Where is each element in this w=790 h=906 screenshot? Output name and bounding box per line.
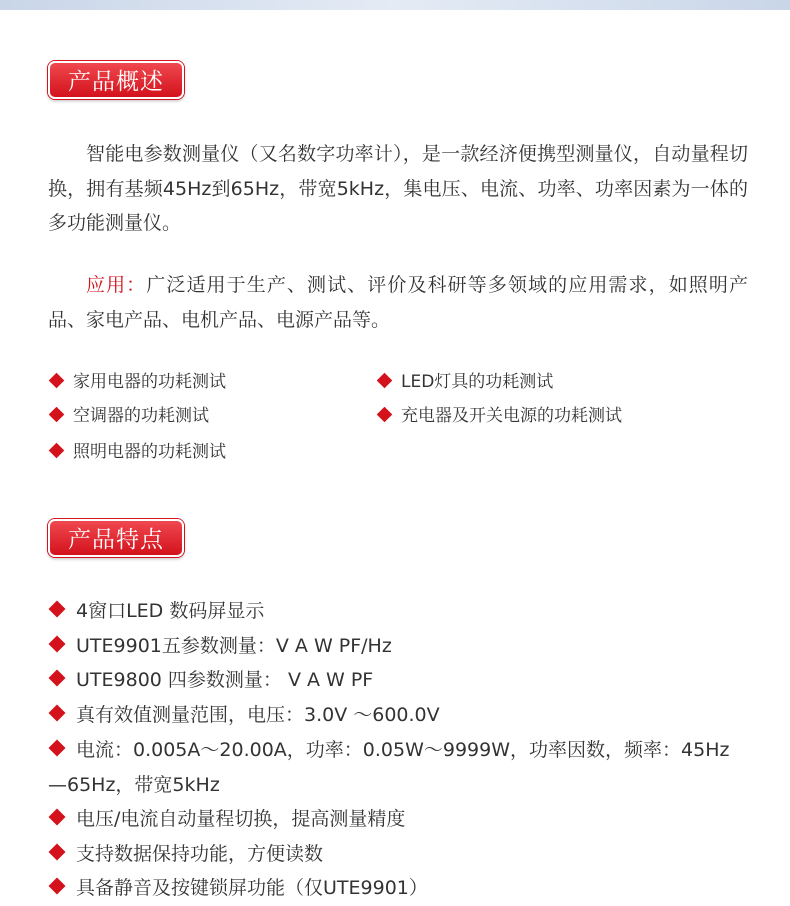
diamond-bullet-icon: [49, 373, 65, 389]
diamond-bullet-icon: [377, 373, 393, 389]
feature-item: 电流：0.005A～20.00A，功率：0.05W～9999W，功率因数，频率：45Hz—65Hz，带宽5kHz: [48, 739, 730, 796]
overview-paragraph: 智能电参数测量仪（又名数字功率计），是一款经济便携型测量仪，自动量程切换，拥有基频45Hz到65Hz，带宽5kHz，集电压、电流、功率、功率因素为一体的多功能测量仪。: [48, 143, 748, 234]
feature-item: UTE9901五参数测量：V A W PF/Hz: [48, 629, 748, 664]
usage-bullet: 空调器的功耗测试: [48, 406, 209, 426]
usage-bullet: 照明电器的功耗测试: [48, 442, 226, 462]
diamond-bullet-icon: [49, 705, 66, 722]
section-badge-overview: 产品概述: [48, 61, 184, 99]
usage-bullet: 充电器及开关电源的功耗测试: [376, 406, 622, 426]
diamond-bullet-icon: [49, 670, 66, 687]
feature-item: 4窗口LED 数码屏显示: [48, 594, 748, 629]
top-decorative-band: [0, 0, 790, 10]
application-paragraph: [48, 268, 748, 337]
diamond-bullet-icon: [49, 443, 65, 459]
application-text: 广泛适用于生产、测试、评价及科研等多领域的应用需求，如照明产品、家电产品、电机产品、电源产品等。: [48, 274, 748, 331]
section-badge-features: 产品特点: [48, 519, 184, 557]
application-label: 应用：: [86, 274, 147, 296]
diamond-bullet-icon: [49, 601, 66, 618]
diamond-bullet-icon: [49, 740, 66, 757]
feature-item: UTE9800 四参数测量： V A W PF: [48, 663, 748, 698]
feature-item: 真有效值测量范围，电压：3.0V ～600.0V: [48, 698, 748, 733]
feature-item: 电压/电流自动量程切换，提高测量精度: [48, 802, 748, 837]
diamond-bullet-icon: [377, 407, 393, 423]
diamond-bullet-icon: [49, 636, 66, 653]
feature-item: 具备静音及按键锁屏功能（仅UTE9901）: [48, 871, 748, 906]
diamond-bullet-icon: [49, 844, 66, 861]
diamond-bullet-icon: [49, 809, 66, 826]
usage-bullet: LED灯具的功耗测试: [376, 372, 553, 392]
feature-item: 支持数据保持功能，方便读数: [48, 837, 748, 872]
diamond-bullet-icon: [49, 407, 65, 423]
usage-bullet: 家用电器的功耗测试: [48, 372, 226, 392]
